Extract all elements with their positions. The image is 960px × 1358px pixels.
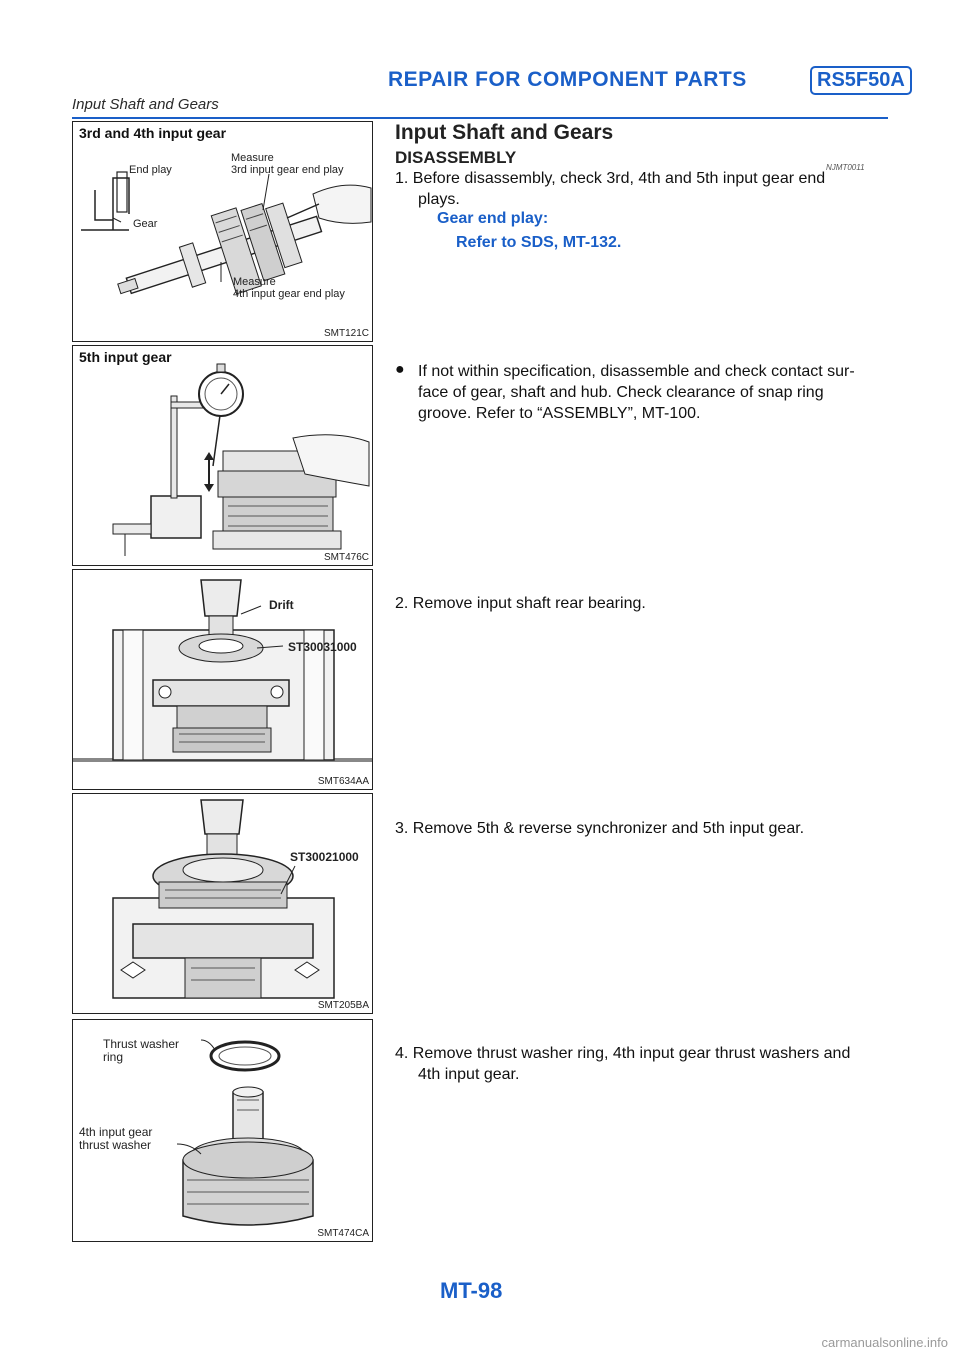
figure-code: SMT205BA — [317, 1000, 369, 1011]
shaft-gear-illustration — [73, 122, 373, 342]
bullet-line-2: face of gear, shaft and hub. Check clearance of snap ring — [418, 384, 824, 401]
figure-code: SMT474CA — [317, 1228, 369, 1239]
section-title: Input Shaft and Gears — [395, 121, 614, 144]
bullet-line-3: groove. Refer to “ASSEMBLY”, MT-100. — [418, 405, 701, 422]
label-measure-4th: Measure — [233, 276, 276, 288]
figure-smt121c — [72, 121, 373, 342]
step-4-line-2: 4th input gear. — [418, 1066, 520, 1083]
label-drift: Drift — [269, 598, 294, 612]
press-synchronizer-illustration — [73, 794, 373, 1014]
model-badge: RS5F50A — [810, 66, 912, 95]
step-1-line-1: 1. Before disassembly, check 3rd, 4th and 5th input gear end — [395, 170, 826, 187]
label-thrust-washer-2: thrust washer — [79, 1138, 152, 1152]
figure-smt474ca — [72, 1019, 373, 1242]
spec-label: Gear end play: — [437, 210, 549, 227]
figure-title: 3rd and 4th input gear — [79, 125, 227, 141]
label-thrust-washer: 4th input gear — [79, 1125, 153, 1139]
figure-title: 5th input gear — [79, 349, 172, 365]
figure-code: SMT634AA — [317, 776, 369, 787]
label-measure-3rd-detail: 3rd input gear end play — [231, 164, 344, 176]
figure-code: SMT121C — [323, 328, 369, 339]
watermark[interactable]: carmanualsonline.info — [821, 1335, 948, 1350]
label-tool-number: ST30021000 — [290, 850, 359, 864]
spec-value: Refer to SDS, MT-132. — [456, 234, 622, 251]
figure-smt476c — [72, 345, 373, 566]
label-measure-4th-detail: 4th input gear end play — [233, 288, 345, 300]
header-subtitle: Input Shaft and Gears — [72, 96, 219, 113]
step-2: 2. Remove input shaft rear bearing. — [395, 595, 646, 612]
figure-smt634aa — [72, 569, 373, 790]
label-gear: Gear — [133, 218, 158, 230]
step-3: 3. Remove 5th & reverse synchronizer and 5th input gear. — [395, 820, 805, 837]
header-title: REPAIR FOR COMPONENT PARTS — [388, 68, 747, 91]
reference-code: NJMT0011 — [826, 163, 865, 172]
header-rule — [72, 117, 888, 119]
figure-code: SMT476C — [323, 552, 369, 563]
bullet-marker: ● — [395, 361, 405, 378]
label-thrust-washer-ring-2: ring — [103, 1050, 124, 1064]
bullet-line-1: If not within specification, disassemble and check contact sur- — [418, 363, 855, 380]
label-measure-3rd: Measure — [231, 152, 274, 164]
step-4-line-1: 4. Remove thrust washer ring, 4th input gear thrust washers and — [395, 1045, 851, 1062]
label-tool-number: ST30031000 — [288, 640, 357, 654]
step-1-line-2: plays. — [418, 191, 460, 208]
dial-indicator-illustration — [73, 346, 373, 566]
page-number: MT-98 — [440, 1278, 503, 1303]
press-bearing-illustration — [73, 570, 373, 790]
label-thrust-washer-ring: Thrust washer — [103, 1037, 180, 1051]
label-end-play: End play — [129, 164, 172, 176]
figure-smt205ba — [72, 793, 373, 1014]
subsection-title: DISASSEMBLY — [395, 148, 517, 167]
